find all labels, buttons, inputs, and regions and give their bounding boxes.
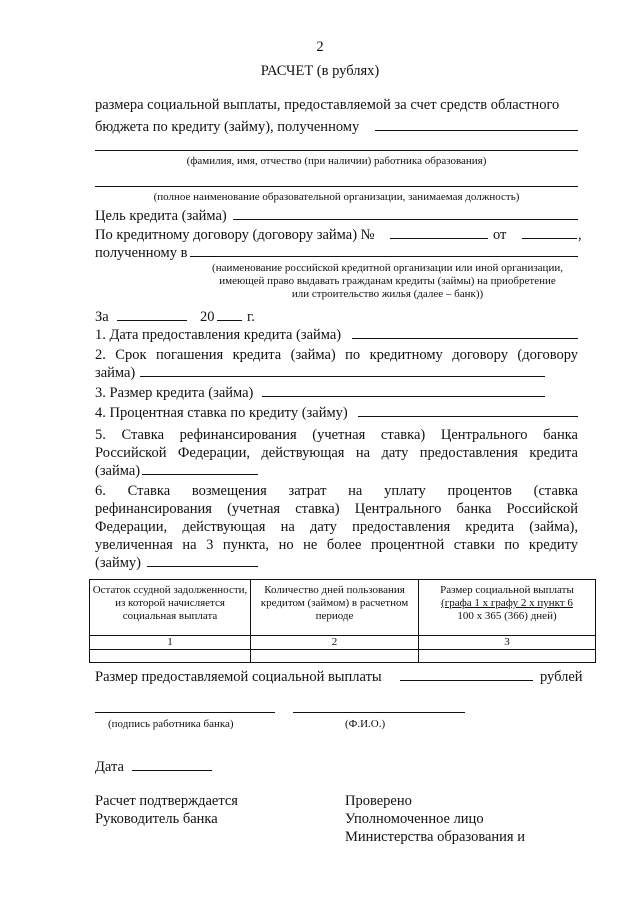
item-2-line-1: 2. Срок погашения кредита (займа) по кредитному договору (договору (95, 347, 578, 363)
table-cell (419, 650, 596, 663)
item-6-line-3: Федерации, действующая на дату предоставления кредита (займа), (95, 519, 578, 535)
col-number-3: 3 (419, 636, 596, 650)
period-blank (117, 320, 187, 321)
period-year-blank (217, 320, 242, 321)
item-6-blank (147, 566, 258, 567)
item-2-line-2: займа) (95, 365, 136, 381)
purpose-label: Цель кредита (займа) (95, 208, 227, 224)
item-6-line-5: (займу) (95, 555, 142, 571)
fio-signature-blank (293, 712, 465, 713)
header-debt-balance: Остаток ссудной задолженности, из которой начисляется социальная выплата (90, 580, 251, 636)
item-1: 1. Дата предоставления кредита (займа) (95, 327, 342, 343)
calculation-table (89, 579, 596, 663)
checked-line-2: Уполномоченное лицо (345, 811, 484, 827)
item-5-line-1: 5. Ставка рефинансирования (учетная ставка) Центрального банка (95, 427, 578, 443)
caption-org: (полное наименование образовательной организации, занимаемая должность) (153, 191, 520, 203)
period-g: г. (247, 309, 255, 325)
col-number-2: 2 (251, 636, 419, 650)
item-5-line-2: Российской Федерации, действующая на дату предоставления кредита (95, 445, 578, 461)
page-title: РАСЧЕТ (в рублях) (260, 63, 380, 79)
period-for: За (95, 309, 109, 325)
item-5-blank (142, 474, 258, 475)
intro-line-1: размера социальной выплаты, предоставляемой за счет средств областного (95, 97, 560, 113)
table-row (90, 636, 596, 650)
table-header-row (90, 580, 596, 636)
received-in-label: полученному в (95, 245, 188, 261)
bank-caption-2: имеющей право выдавать гражданам кредиты (займы) на приобретение (219, 275, 556, 287)
item-3-blank (262, 396, 545, 397)
table-cell (90, 650, 251, 663)
recipient-blank (375, 130, 578, 131)
size-blank (400, 680, 533, 681)
fio-blank (95, 150, 578, 151)
period-year: 20 (200, 309, 215, 325)
contract-date-blank (522, 238, 577, 239)
item-4: 4. Процентная ставка по кредиту (займу) (95, 405, 348, 421)
item-6-line-4: увеличенная на 3 пункта, но не более процентной ставки по кредиту (95, 537, 578, 553)
checked-line-3: Министерства образования и (345, 829, 525, 845)
table-cell (251, 650, 419, 663)
item-5-line-3: (займа) (95, 463, 141, 479)
header-days-count: Количество дней пользования кредитом (займом) в расчетном периоде (251, 580, 419, 636)
bank-caption-1: (наименование российской кредитной организации или иной организации, (212, 262, 563, 274)
fio-caption: (Ф.И.О.) (345, 718, 386, 730)
item-6-line-2: рефинансирования (учетная ставка) Центрального банка Российской (95, 501, 578, 517)
date-blank (132, 770, 212, 771)
size-label: Размер предоставляемой социальной выплаты (95, 669, 382, 685)
confirm-line-2: Руководитель банка (95, 811, 218, 827)
item-2-blank (140, 376, 545, 377)
bank-caption-3: или строительство жилья (далее – банк)) (291, 288, 484, 300)
item-1-blank (352, 338, 578, 339)
signature-caption: (подпись работника банка) (108, 718, 234, 730)
item-4-blank (358, 416, 578, 417)
org-blank (95, 186, 578, 187)
date-label: Дата (95, 759, 124, 775)
checked-line-1: Проверено (345, 793, 412, 809)
header-payment-size (419, 580, 596, 636)
header-payment-title: Размер социальной выплаты (440, 584, 574, 596)
contract-from: от (493, 227, 507, 243)
contract-label: По кредитному договору (договору займа) № (95, 227, 375, 243)
size-unit: рублей (540, 669, 583, 685)
caption-fio: (фамилия, имя, отчество (при наличии) работника образования) (186, 155, 487, 167)
confirm-line-1: Расчет подтверждается (95, 793, 238, 809)
page-number: 2 (316, 39, 324, 55)
item-3: 3. Размер кредита (займа) (95, 385, 254, 401)
bank-blank (190, 256, 578, 257)
header-payment-formula-denominator: 100 х 365 (366) дней) (457, 610, 557, 622)
contract-comma: , (578, 227, 582, 243)
signature-blank (95, 712, 275, 713)
item-6-line-1: 6. Ставка возмещения затрат на уплату процентов (ставка (95, 483, 578, 499)
table-row (90, 650, 596, 663)
intro-line-2: бюджета по кредиту (займу), полученному (95, 119, 360, 135)
purpose-blank (233, 219, 578, 220)
header-payment-formula: (графа 1 х графу 2 х пункт 6 (441, 597, 573, 609)
contract-number-blank (390, 238, 488, 239)
col-number-1: 1 (90, 636, 251, 650)
